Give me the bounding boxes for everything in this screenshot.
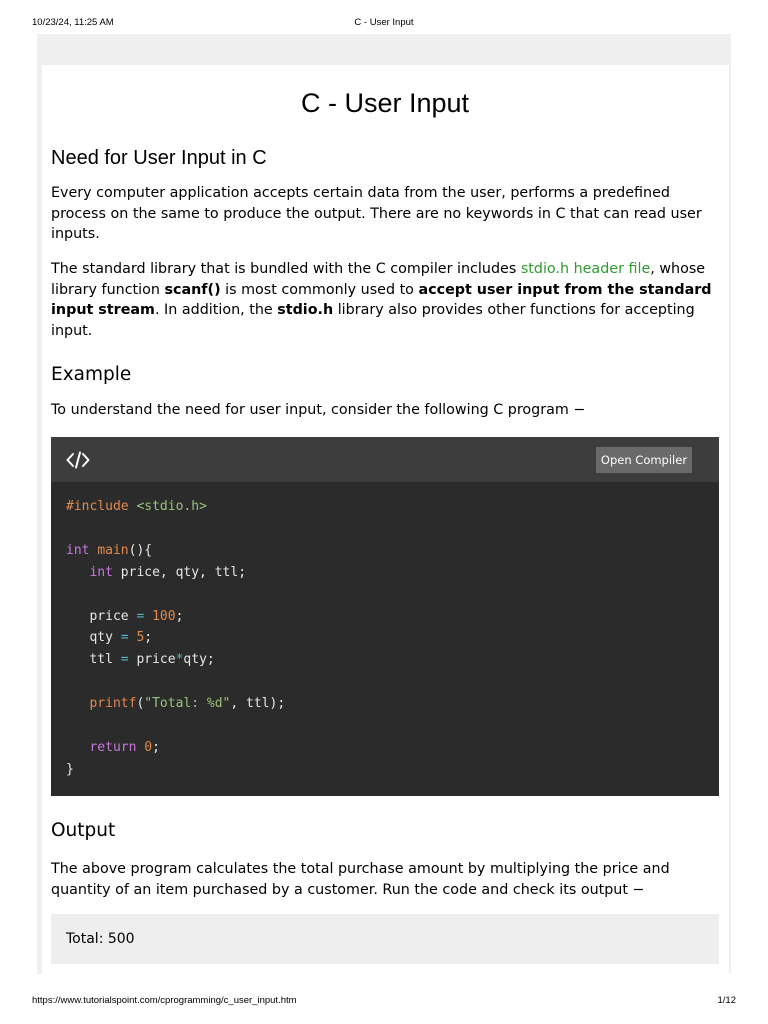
- print-page-number: 1/12: [717, 995, 736, 1006]
- section-heading-example: Example: [51, 364, 132, 385]
- p2-text-3: is most commonly used to: [220, 281, 419, 298]
- p2-bold-stdio: stdio.h: [277, 302, 334, 318]
- paragraph-example-intro: To understand the need for user input, consider the following C program −: [51, 402, 586, 418]
- print-datetime: 10/23/24, 11:25 AM: [32, 17, 114, 28]
- code-line-12: return 0;: [89, 739, 160, 755]
- code-line-7: qty = 5;: [66, 630, 153, 646]
- p2-bold-accept: accept user input from the standard input stream: [51, 281, 712, 318]
- output-block: [51, 914, 719, 964]
- code-line-10: printf("Total: %d", ttl);: [89, 696, 286, 712]
- code-icon: [66, 451, 90, 469]
- code-line-4: int price, qty, ttl;: [89, 564, 247, 580]
- output-result: Total: 500: [66, 931, 135, 947]
- paragraph-stdio: [51, 259, 719, 341]
- article-content: [42, 65, 729, 974]
- open-compiler-button[interactable]: Open Compiler: [596, 447, 692, 473]
- print-footer: [32, 995, 736, 1009]
- p2-bold-scanf: scanf(): [164, 281, 221, 298]
- code-toolbar: [51, 437, 719, 482]
- code-line-8: ttl = price*qty;: [66, 652, 215, 668]
- print-header: [32, 17, 736, 31]
- code-line-6: price = 100;: [66, 608, 184, 624]
- code-block: [51, 437, 719, 796]
- paragraph-intro: Every computer application accepts certain data from the user, performs a predefined process on the same to produce the output. There are no keywords in C that can read user inputs.: [51, 185, 702, 242]
- section-heading-output: Output: [51, 820, 116, 841]
- code-line-3: int main(){: [66, 542, 153, 558]
- page-title: C - User Input: [300, 88, 470, 118]
- print-doc-title: C - User Input: [354, 17, 414, 28]
- p2-text-5: library also provides other functions for accepting input.: [51, 302, 695, 339]
- section-heading-need: Need for User Input in C: [51, 147, 267, 169]
- p2-text-4: . In addition, the: [154, 302, 278, 318]
- print-url: https://www.tutorialspoint.com/cprogramming/c_user_input.htm: [32, 995, 297, 1006]
- code-line-13: }: [66, 761, 74, 777]
- code-listing: [66, 496, 285, 781]
- p2-text-2: , whose library function: [51, 261, 706, 298]
- code-line-1: #include <stdio.h>: [66, 499, 207, 514]
- paragraph-output-intro: The above program calculates the total purchase amount by multiplying the price and quantity of an item purchased by a customer. Run the code and check its output −: [51, 861, 670, 898]
- p2-text-1: The standard library that is bundled with the C compiler includes: [51, 261, 521, 277]
- stdio-header-link[interactable]: stdio.h header file: [520, 261, 651, 277]
